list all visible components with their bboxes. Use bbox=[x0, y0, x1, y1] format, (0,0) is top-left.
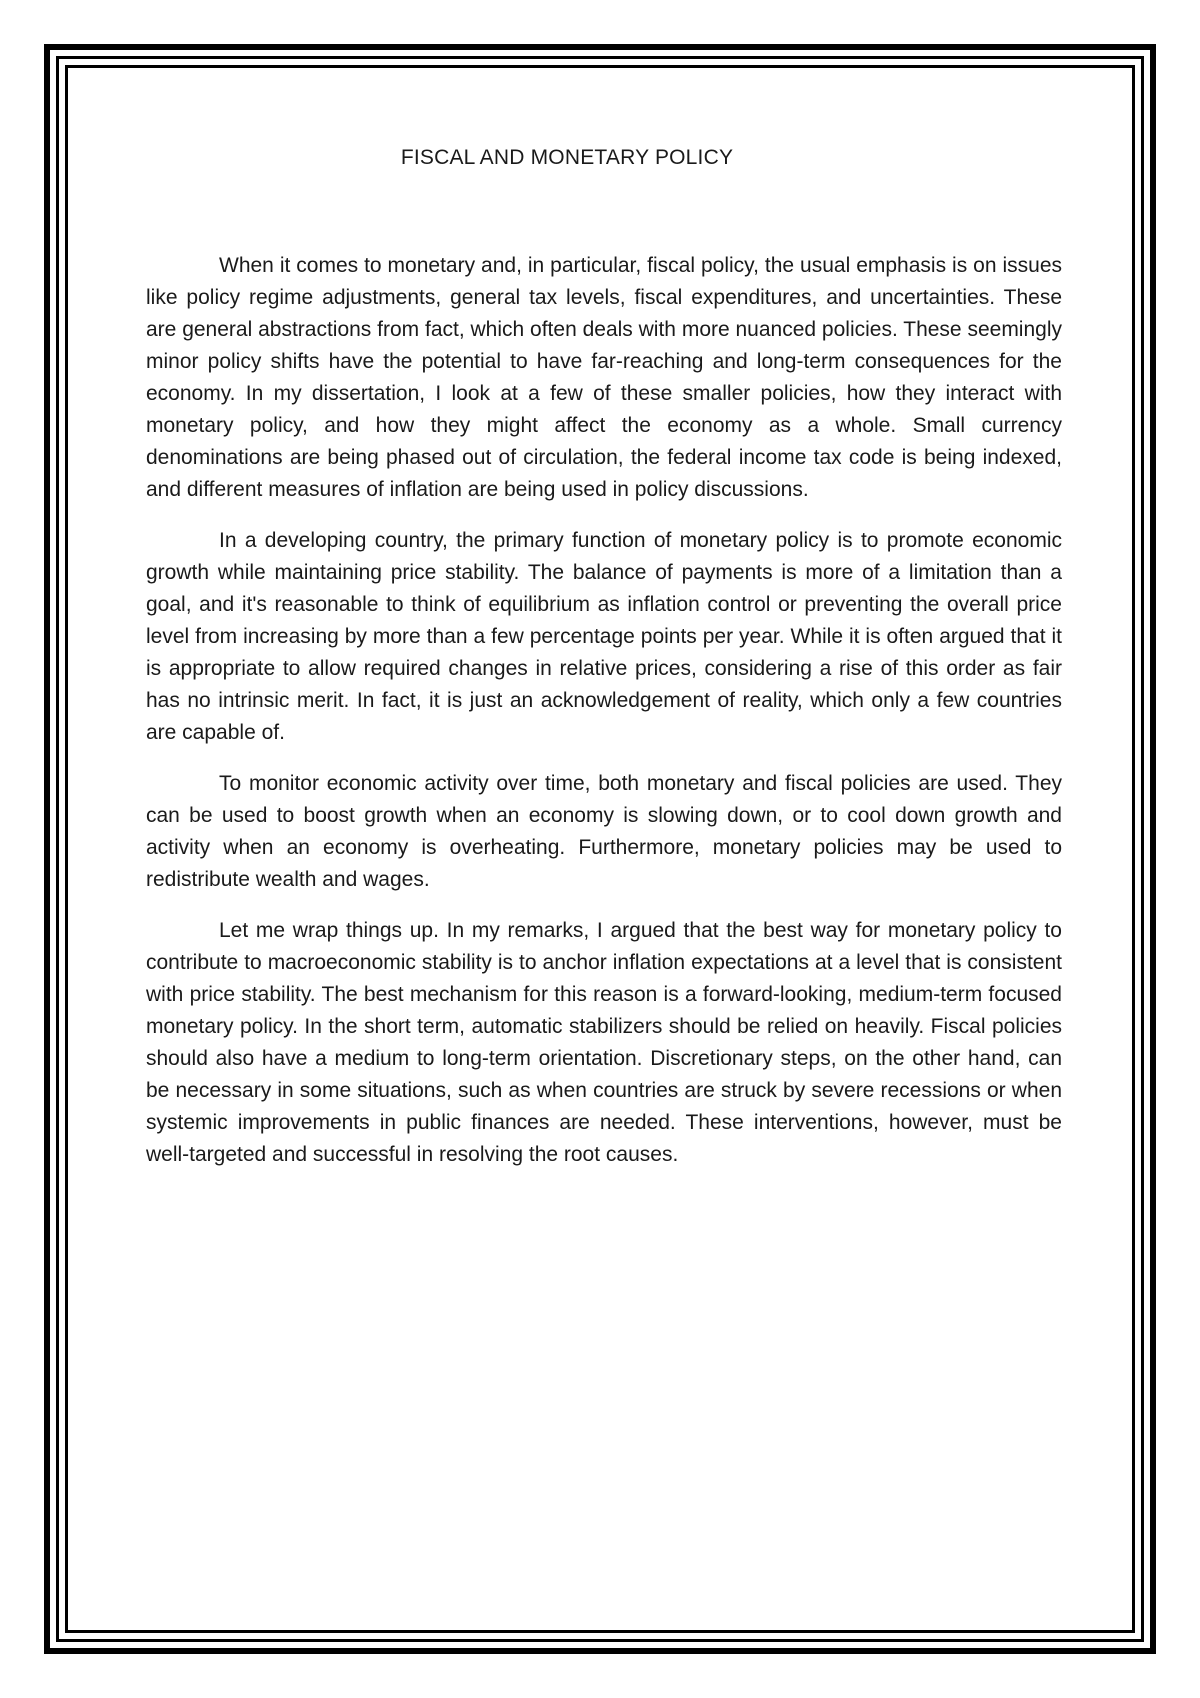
document-title: FISCAL AND MONETARY POLICY bbox=[400, 146, 734, 169]
paragraph: In a developing country, the primary function of monetary policy is to promote economic growth while maintaining price stability. The balance of payments is more of a limitation than a goal, and it's reasonable to think of equilibrium as inflation control or preventing the overall price level from increasing by more than a few percentage points per year. While it is often argued that it is appropriate to allow required changes in relative prices, considering a rise of this order as fair has no intrinsic merit. In fact, it is just an acknowledgement of reality, which only a few countries are capable of. bbox=[146, 529, 1062, 744]
paragraph: When it comes to monetary and, in particular, fiscal policy, the usual emphasis is on issues like policy regime adjustments, general tax levels, fiscal expenditures, and uncertainties. These are general abstractions from fact, which often deals with more nuanced policies. These seemingly minor policy shifts have the potential to have far-reaching and long-term consequences for the economy. In my dissertation, I look at a few of these smaller policies, how they interact with monetary policy, and how they might affect the economy as a whole. Small currency denominations are being phased out of circulation, the federal income tax code is being indexed, and different measures of inflation are being used in policy discussions. bbox=[146, 254, 1062, 501]
paragraph: To monitor economic activity over time, both monetary and fiscal policies are used. They can be used to boost growth when an economy is slowing down, or to cool down growth and activity when an economy is overheating. Furthermore, monetary policies may be used to redistribute wealth and wages. bbox=[146, 772, 1062, 891]
document-body bbox=[146, 250, 1062, 1190]
paragraph: Let me wrap things up. In my remarks, I argued that the best way for monetary policy to contribute to macroeconomic stability is to anchor inflation expectations at a level that is consistent with price stability. The best mechanism for this reason is a forward-looking, medium-term focused monetary policy. In the short term, automatic stabilizers should be relied on heavily. Fiscal policies should also have a medium to long-term orientation. Discretionary steps, on the other hand, can be necessary in some situations, such as when countries are struck by severe recessions or when systemic improvements in public finances are needed. These interventions, however, must be well-targeted and successful in resolving the root causes. bbox=[146, 919, 1062, 1166]
